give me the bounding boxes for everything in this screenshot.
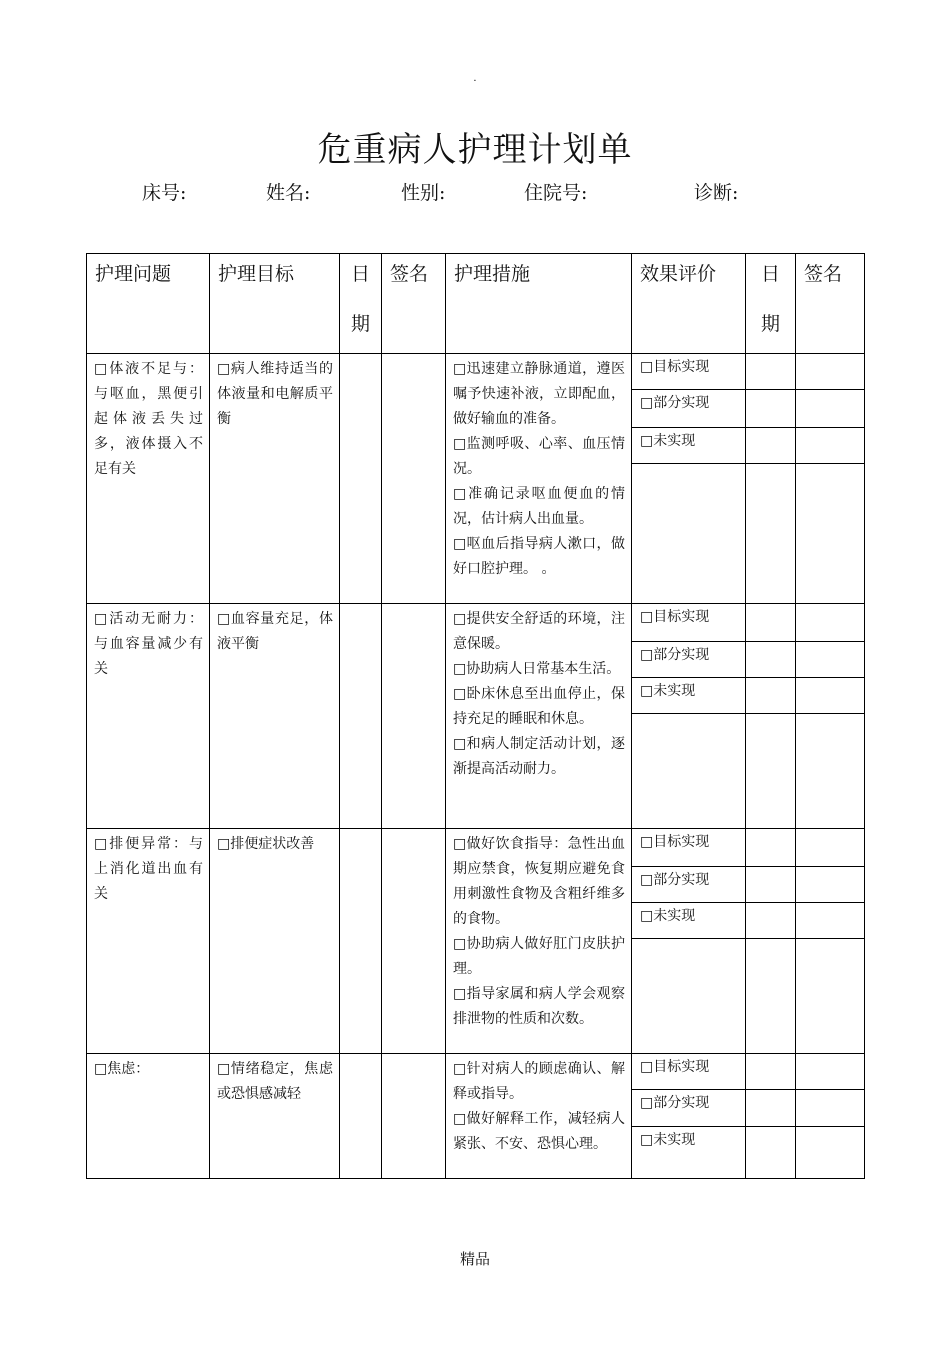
date-cell[interactable] <box>340 1054 382 1179</box>
eval-option-not-achieved[interactable]: □未实现 <box>640 433 696 449</box>
evaluation-cell <box>632 829 746 1054</box>
col-sign2: 签名 <box>796 254 865 354</box>
date-cell[interactable] <box>340 829 382 1054</box>
measures-cell <box>446 604 632 829</box>
sign-cell[interactable] <box>382 604 446 829</box>
measure-item: □做好饮食指导：急性出血期应禁食，恢复期应避免食用刺激性食物及含粗纤维多的食物。 <box>453 836 625 927</box>
sign-cell[interactable] <box>382 1054 446 1179</box>
measure-item: □做好解释工作，减轻病人紧张、不安、恐惧心理。 <box>453 1111 625 1152</box>
sign-cell[interactable] <box>382 829 446 1054</box>
bed-label: 床号: <box>142 182 187 204</box>
sex-label: 性别: <box>401 182 446 204</box>
table-row <box>87 829 865 1054</box>
eval-option-not-achieved[interactable]: □未实现 <box>640 908 696 924</box>
eval-sign-cell[interactable] <box>796 604 865 829</box>
col-measures: 护理措施 <box>446 254 632 354</box>
eval-option-partial[interactable]: □部分实现 <box>640 395 710 411</box>
measure-item: □指导家属和病人学会观察排泄物的性质和次数。 <box>453 986 625 1027</box>
divider <box>632 713 745 714</box>
problem-cell: □活动无耐力：与血容量减少有关 <box>87 604 210 829</box>
eval-option-partial[interactable]: □部分实现 <box>640 1095 710 1111</box>
measures-cell <box>446 354 632 604</box>
table-row <box>87 354 865 604</box>
eval-date-cell[interactable] <box>746 354 796 604</box>
eval-option-achieved[interactable]: □目标实现 <box>640 359 710 375</box>
measure-item: □针对病人的顾虑确认、解释或指导。 <box>453 1061 625 1102</box>
header-mark: · <box>473 76 477 87</box>
measure-item: □协助病人做好肛门皮肤护理。 <box>453 936 625 977</box>
eval-option-achieved[interactable]: □目标实现 <box>640 834 710 850</box>
measure-item: □卧床休息至出血停止，保持充足的睡眠和休息。 <box>453 686 625 727</box>
sign-cell[interactable] <box>382 354 446 604</box>
eval-option-not-achieved[interactable]: □未实现 <box>640 683 696 699</box>
measure-item: □监测呼吸、心率、血压情况。 <box>453 436 625 477</box>
goal-cell: □病人维持适当的体液量和电解质平衡 <box>210 354 340 604</box>
col-evaluation: 效果评价 <box>632 254 746 354</box>
col-date2: 日 期 <box>746 254 796 354</box>
eval-option-achieved[interactable]: □目标实现 <box>640 1059 710 1075</box>
evaluation-cell <box>632 1054 746 1179</box>
diagnosis-label: 诊断: <box>694 182 739 204</box>
footer-label: 精品 <box>459 1250 490 1268</box>
eval-option-partial[interactable]: □部分实现 <box>640 872 710 888</box>
problem-cell: □排便异常：与上消化道出血有关 <box>87 829 210 1054</box>
date-cell[interactable] <box>340 604 382 829</box>
divider <box>632 938 745 939</box>
goal-cell: □排便症状改善 <box>210 829 340 1054</box>
eval-date-cell[interactable] <box>746 604 796 829</box>
patient-info-line <box>0 178 950 206</box>
eval-date-cell[interactable] <box>746 829 796 1054</box>
evaluation-cell <box>632 354 746 604</box>
measures-cell <box>446 1054 632 1179</box>
eval-option-achieved[interactable]: □目标实现 <box>640 609 710 625</box>
goal-cell: □情绪稳定，焦虑或恐惧感减轻 <box>210 1054 340 1179</box>
table-header-row <box>87 254 865 354</box>
problem-cell: □体液不足与：与呕血，黑便引起体液丢失过多，液体摄入不足有关 <box>87 354 210 604</box>
page-title: 危重病人护理计划单 <box>317 130 633 170</box>
admission-label: 住院号: <box>524 182 588 204</box>
eval-option-partial[interactable]: □部分实现 <box>640 647 710 663</box>
col-sign1: 签名 <box>382 254 446 354</box>
measure-item: □协助病人日常基本生活。 <box>453 661 621 677</box>
eval-sign-cell[interactable] <box>796 354 865 604</box>
nursing-plan-table <box>86 253 865 1179</box>
name-label: 姓名: <box>266 182 311 204</box>
evaluation-cell <box>632 604 746 829</box>
col-problem: 护理问题 <box>87 254 210 354</box>
col-goal: 护理目标 <box>210 254 340 354</box>
col-date1: 日 期 <box>340 254 382 354</box>
table-row <box>87 1054 865 1179</box>
goal-cell: □血容量充足，体液平衡 <box>210 604 340 829</box>
eval-sign-cell[interactable] <box>796 1054 865 1179</box>
divider <box>632 463 745 464</box>
eval-date-cell[interactable] <box>746 1054 796 1179</box>
eval-sign-cell[interactable] <box>796 829 865 1054</box>
problem-cell: □焦虑： <box>87 1054 210 1179</box>
table-row <box>87 604 865 829</box>
measure-item: □呕血后指导病人漱口，做好口腔护理。 。 <box>453 536 625 577</box>
measure-item: □和病人制定活动计划，逐渐提高活动耐力。 <box>453 736 625 777</box>
eval-option-not-achieved[interactable]: □未实现 <box>640 1132 696 1148</box>
measure-item: □提供安全舒适的环境，注意保暖。 <box>453 611 625 652</box>
measure-item: □迅速建立静脉通道，遵医嘱予快速补液，立即配血，做好输血的准备。 <box>453 361 625 427</box>
measures-cell <box>446 829 632 1054</box>
measure-item: □准确记录呕血便血的情况，估计病人出血量。 <box>453 486 625 527</box>
date-cell[interactable] <box>340 354 382 604</box>
